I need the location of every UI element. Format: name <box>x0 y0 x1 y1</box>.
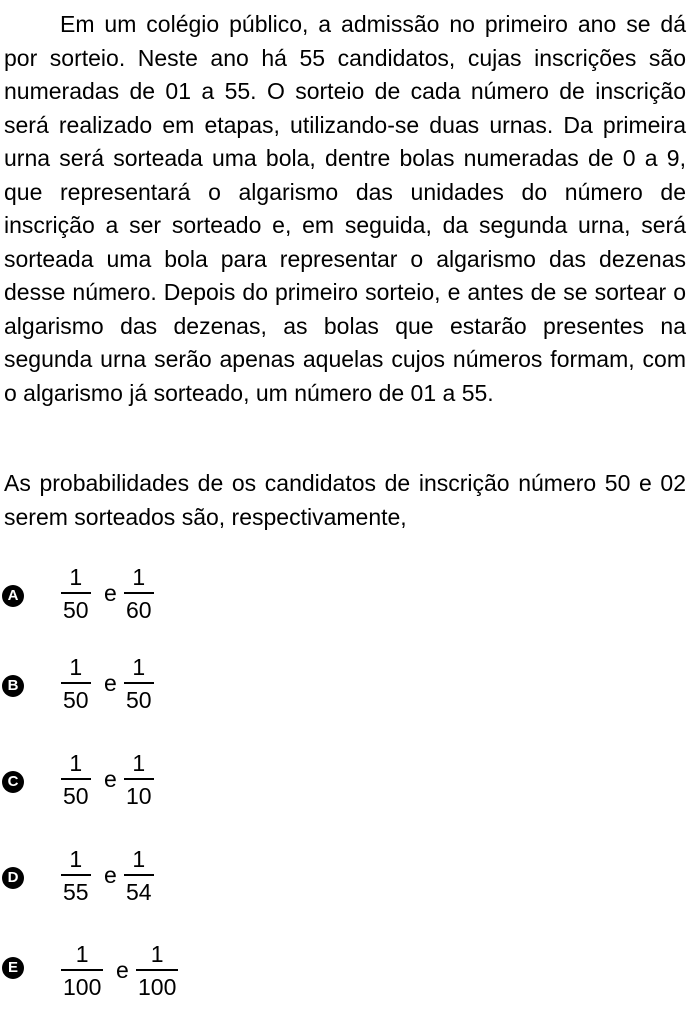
fraction-numerator: 1 <box>69 654 83 680</box>
fraction-second <box>124 750 154 809</box>
fraction-denominator: 55 <box>63 878 89 905</box>
fraction-numerator: 1 <box>69 846 83 872</box>
option-connector: e <box>104 766 117 792</box>
fraction-bar <box>124 682 154 684</box>
fraction-numerator: 1 <box>132 750 146 776</box>
fraction-denominator: 50 <box>63 596 89 623</box>
option-letter-badge: B <box>2 675 24 697</box>
fraction-first <box>61 846 91 905</box>
fraction-second <box>124 564 154 623</box>
option-connector: e <box>104 580 117 606</box>
fraction-denominator: 100 <box>63 973 102 1000</box>
option-d[interactable] <box>0 846 692 918</box>
fraction-bar <box>61 778 91 780</box>
fraction-second <box>136 941 178 1000</box>
option-a[interactable] <box>0 564 692 636</box>
fraction-bar <box>124 874 154 876</box>
fraction-bar <box>124 592 154 594</box>
question-stem: Em um colégio público, a admissão no primeiro ano se dá por sorteio. Neste ano há 55 candidatos, cujas inscrições são numeradas de 01 a 55. O sorteio de cada número de inscrição será realizado em etapas, utilizando-se duas urnas. Da primeira urna será sorteada uma bola, dentre bolas numeradas de 0 a 9, que representará o algarismo das unidades do número de inscrição a ser sorteado e, em seguida, da segunda urna, será sorteada uma bola para representar o algarismo das dezenas desse número. Depois do primeiro sorteio, e antes de se sortear o algarismo das dezenas, as bolas que estarão presentes na segunda urna serão apenas aquelas cujos números formam, com o algarismo já sorteado, um número de 01 a 55. <box>4 11 686 406</box>
fraction-bar <box>124 778 154 780</box>
option-letter-badge: C <box>2 771 24 793</box>
fraction-numerator: 1 <box>132 846 146 872</box>
fraction-denominator: 60 <box>126 596 152 623</box>
fraction-first <box>61 941 103 1000</box>
option-b[interactable] <box>0 654 692 726</box>
fraction-numerator: 1 <box>69 564 83 590</box>
option-letter-badge: A <box>2 585 24 607</box>
option-letter-badge: D <box>2 867 24 889</box>
fraction-bar <box>136 969 178 971</box>
fraction-numerator: 1 <box>132 564 146 590</box>
fraction-bar <box>61 682 91 684</box>
fraction-numerator: 1 <box>69 750 83 776</box>
option-letter-badge: E <box>2 957 24 979</box>
fraction-denominator: 100 <box>138 973 177 1000</box>
fraction-bar <box>61 592 91 594</box>
fraction-denominator: 54 <box>126 878 152 905</box>
fraction-first <box>61 564 91 623</box>
option-connector: e <box>104 862 117 888</box>
fraction-numerator: 1 <box>75 941 89 967</box>
option-e[interactable] <box>0 941 692 1013</box>
fraction-numerator: 1 <box>150 941 164 967</box>
fraction-second <box>124 654 154 713</box>
option-connector: e <box>104 670 117 696</box>
fraction-bar <box>61 969 103 971</box>
fraction-first <box>61 654 91 713</box>
fraction-bar <box>61 874 91 876</box>
fraction-first <box>61 750 91 809</box>
option-c[interactable] <box>0 750 692 822</box>
fraction-denominator: 50 <box>63 686 89 713</box>
option-connector: e <box>116 957 129 983</box>
fraction-numerator: 1 <box>132 654 146 680</box>
question-prompt: As probabilidades de os candidatos de inscrição número 50 e 02 serem sorteados são, respectivamente, <box>4 470 686 530</box>
fraction-denominator: 50 <box>63 782 89 809</box>
fraction-denominator: 50 <box>126 686 152 713</box>
fraction-second <box>124 846 154 905</box>
fraction-denominator: 10 <box>126 782 152 809</box>
